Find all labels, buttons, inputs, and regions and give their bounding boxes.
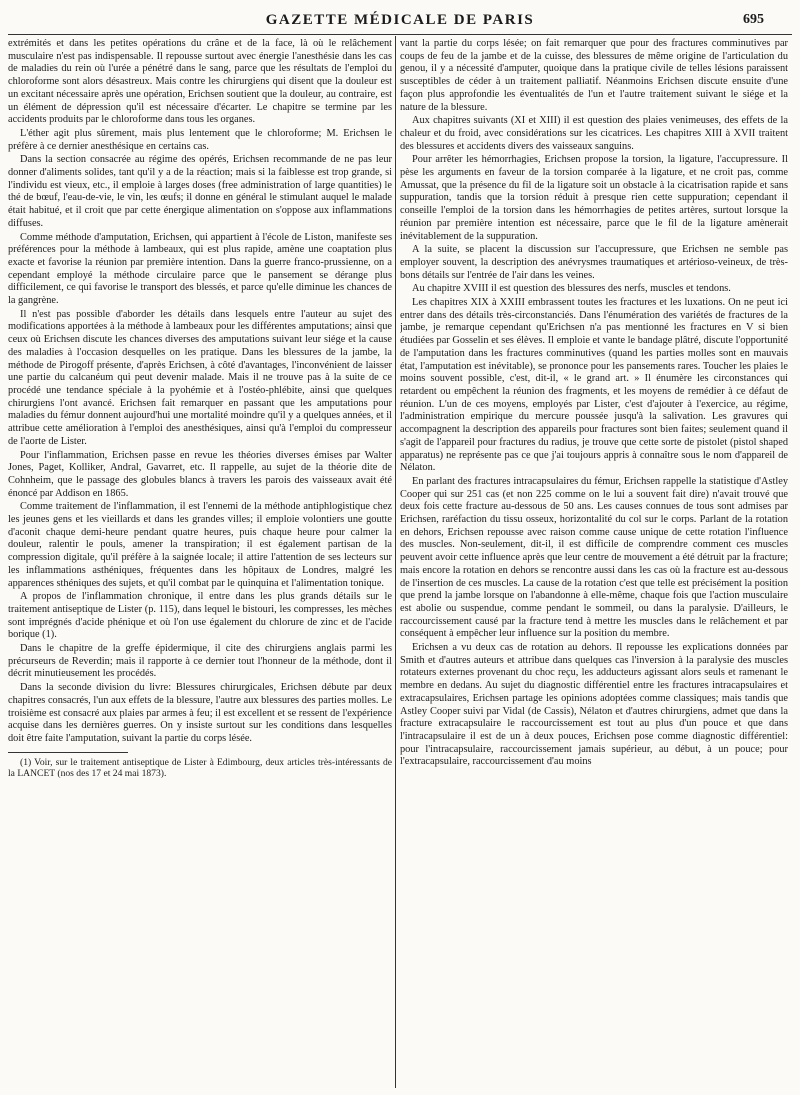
paragraph: extrémités et dans les petites opérations du crâne et de la face, là où le relâchement musculaire n'est pas indispensable. Il repousse surtout avec énergie l'anesthésie dans les cas de maladies du rein où l'urée a pénétré dans le sang, parce que les résultats de l'emploi du chloroforme sont alors désastreux. Mais contre les chirurgiens qui disent que la douleur est un excitant nécessaire après une opération, Erichsen soutient que la douleur, au contraire, est un élément de dépression qu'il est nécessaire d'écarter. Le chapitre se termine par les accidents produits par le chloroforme dans tous les organes. xyxy=(8,38,392,126)
paragraph: A propos de l'inflammation chronique, il entre dans les plus grands détails sur le traitement antiseptique de Lister (p. 115), dans lequel le bistouri, les compresses, les mèches sont imprégnés d'acide phénique et où l'on use également du chlorure de zinc et de l'acide borique (1). xyxy=(8,591,392,641)
paragraph: Les chapitres XIX à XXIII embrassent toutes les fractures et les luxations. On ne peut ici entrer dans des détails très-circonstanciés. Dans l'énumération des variétés de fractures de la jambe, je remarque cependant qu'Erichsen n'a pas mentionné les fractures en V si bien étudiées par Gosselin et ses élèves. Il emploie et vante le bandage plâtré, discute l'opportunité de l'amputation dans les fractures comminutives (quand les parties molles sont en mauvais état, l'amputation est inévitable), se prononce pour les pansements rares. Toucher les plaies le moins souvent possible, c'est, dit-il, « le grand art. » Il énumère les circonstances qui retardent ou empêchent la réunion des fragments, et les moyens de remédier à ce défaut de réunion. L'un de ces moyens, employés par Lister, c'est d'ajouter à l'exercice, au régime, l'administration empirique du mercure poussée jusqu'à la salivation. Les gravures qui accompagnent la description des appareils pour fractures sont bien faites; seulement quand il s'agit de l'appareil pour fractures du radius, je trouve que cette sorte de pistolet (pistol shaped apparatus) ne représente pas ce que j'ai toujours appris à connaître sous le nom d'appareil de Nélaton. xyxy=(400,297,788,474)
paragraph: Dans la section consacrée au régime des opérés, Erichsen recommande de ne pas leur donner d'aliments solides, tant qu'il y a de la réaction; mais si la faiblesse est trop grande, si l'individu est vieux, etc., il emploie à larges doses (free administration of large quantities) le thé de bœuf, l'eau-de-vie, le vin, les œufs; il donne en général le stimulant auquel le malade était habitué, et il croit que par cette énergique alimentation on s'oppose aux inflammations diffuses. xyxy=(8,154,392,229)
right-column xyxy=(400,38,788,1090)
page-header xyxy=(0,12,800,34)
paragraph: Dans le chapitre de la greffe épidermique, il cite des chirurgiens anglais parmi les précurseurs de Reverdin; mais il rapporte à ce dernier tout l'honneur de la méthode, dont il décrit minutieusement les procédés. xyxy=(8,643,392,680)
left-column xyxy=(8,38,392,1090)
footnote-rule xyxy=(8,752,128,753)
paragraph: Comme méthode d'amputation, Erichsen, qui appartient à l'école de Liston, manifeste ses préférences pour la méthode à lambeaux, qui est plus rapide, amène une coaptation plus exacte et favorise la réunion par première intention. Dans la guerre franco-prussienne, on a cependant employé la méthode circulaire parce que le pansement se dérange plus difficilement, ce qui favorise le transport des blessés, et parce qu'elle diminue les chances de la gangrène. xyxy=(8,231,392,307)
paragraph: En parlant des fractures intracapsulaires du fémur, Erichsen rappelle la statistique d'Astley Cooper qui sur 251 cas (et non 225 comme on le lui a souvent fait dire) n'avait trouvé que deux fois cette fracture au-dessous de 50 ans. Les causes connues de tous sont admises par Erichsen, raréfaction du tissu osseux, horizontalité du col sur le corps. Parlant de la rotation en dehors, Erichsen repousse avec raison comme cause unique de cette rotation l'influence des muscles. Non-seulement, dit-il, il est difficile de comprendre comment ces muscles peuvent avoir cette influence après que leur centre de mouvement a été détruit par la fracture; mais encore la rotation en dehors se rencontre aussi dans les cas où la fracture est au-dessous de l'insertion de ces muscles. La cause de la rotation c'est que telle est précisément la position que prend la jambe lorsque on l'abandonne à elle-même, chaque fois que l'action musculaire est abolie ou suspendue, comme pendant le sommeil, ou dans la paralysie. D'ailleurs, le raccourcissement causé par la fracture tend à mettre les muscles dans le relâchement et par conséquent à empêcher leur influence sur la position du membre. xyxy=(400,475,788,640)
header-rule xyxy=(8,34,792,35)
paragraph: Comme traitement de l'inflammation, il est l'ennemi de la méthode antiphlogistique chez les jeunes gens et les vieillards et dans les grandes villes; il emploie volontiers une goutte d'aconit chaque demi-heure pendant quatre heures, puis chaque heure pour calmer la douleur, ralentir le pouls, amener la transpiration; il est également partisan de la compression digitale, qu'il préfère à la saignée locale; il attire l'attention de ses lecteurs sur les inflammations asthéniques, fréquentes dans les hôpitaux de Londres, malgré les apparences sthéniques des sujets, et qu'il combat par le quinquina et l'alimentation tonique. xyxy=(8,501,392,589)
paragraph: Dans la seconde division du livre: Blessures chirurgicales, Erichsen débute par deux chapitres consacrés, l'un aux effets de la blessure, l'autre aux blessures des parties molles. Le troisième est consacré aux plaies par armes à feu; il est excellent et se ressent de l'expérience acquise dans les dernières guerres. On y insiste surtout sur les conditions dans lesquelles doit être faite l'amputation, suivant la partie du corps lésée. xyxy=(8,682,392,744)
page-number: 695 xyxy=(743,12,764,27)
paragraph: Pour l'inflammation, Erichsen passe en revue les théories diverses émises par Walter Jones, Paget, Kolliker, Andral, Gavarret, etc. Il rappelle, au sujet de la théorie dite de Cohnheim, que le passage des globules blancs à travers les parois des vaisseaux avait été énoncé par Addison en 1865. xyxy=(8,449,392,499)
journal-title: GAZETTE MÉDICALE DE PARIS xyxy=(265,12,535,28)
paragraph: vant la partie du corps lésée; on fait remarquer que pour des fractures comminutives par coups de feu de la jambe et de la cuisse, des blessures de même origine de l'articulation du genou, il y a nécessité d'amputer, quoique dans la pratique civile de telles lésions paraissent susceptibles de céder à un traitement palliatif. Néanmoins Erichsen discute ensuite d'une façon plus approfondie les éventualités de l'un et l'autre traitement suivant le siége et la nature de la blessure. xyxy=(400,38,788,113)
paragraph: Aux chapitres suivants (XI et XIII) il est question des plaies venimeuses, des effets de la chaleur et du froid, avec considérations sur les cicatrices. Les chapitres XIII à XVII traitent des blessures et accidents divers des vaisseaux sanguins. xyxy=(400,115,788,152)
paragraph: Erichsen a vu deux cas de rotation au dehors. Il repousse les explications données par Smith et d'autres auteurs et attribue dans quelques cas l'inversion à la paralysie des muscles rotateurs externes provenant du choc reçu, les adducteurs agissant alors seuls et ramenant le membre en dedans. Au sujet du diagnostic différentiel entre les fractures intracapsulaires et extracapsulaires, Erichsen partage les opinions adoptées comme classiques; mais tandis que Astley Cooper suivi par Vidal (de Cassis), Nélaton et d'autres chirurgiens, admet que dans la fracture extracapsulaire le raccourcissement est tout au plus d'un pouce et que dans l'intracapsulaire il est de un à deux pouces, Erichsen pose comme diagnostic différentiel: pour l'intracapsulaire, raccourcissement jamais supérieur, au début, à un pouce; pour l'extracapsulaire, raccourcissement d'au moins xyxy=(400,642,788,768)
paragraph: Pour arrêter les hémorrhagies, Erichsen propose la torsion, la ligature, l'accupressure. Il pèse les arguments en faveur de la torsion comparée à la ligature, et ne croit pas, comme Amussat, que la présence du fil de la ligature soit un obstacle à la cicatrisation rapide et sans suppuration, tandis que la torsion réduit à presque rien cette suppuration; cependant il conseille l'emploi de la torsion dans les hémorrhagies de petites artères, surtout lorsque la réunion par première intention est nécessaire, parce que le fil de la ligature amènerait inévitablement de la suppuration. xyxy=(400,154,788,242)
footnote: (1) Voir, sur le traitement antiseptique de Lister à Edimbourg, deux articles très-intéressants de la LANCET (nos des 17 et 24 mai 1873). xyxy=(8,756,392,780)
column-divider xyxy=(395,36,396,1088)
paragraph: Il n'est pas possible d'aborder les détails dans lesquels entre l'auteur au sujet des modifications apportées à la méthode à lambeaux pour les différentes amputations; ainsi que ceux où Erichsen discute les chances diverses des amputations suivant leur siége et la cause des maladies à l'occasion desquelles on les pratique. Dans les blessures de la jambe, la méthode de Pirogoff présente, d'après Erichsen, à côté d'avantages, l'inconvénient de laisser une partie du calcanéum qui peut devenir malade. Mais il ne trouve pas à la suite de ce procédé une tendance spéciale à la pyohémie et à l'ostéo-phlébite, ainsi que quelques chirurgiens l'ont avancé. Erichsen fait remarquer en passant que les amputations pour maladies du fémur donnent aujourd'hui une mortalité moindre qu'il y a quelques années, et il attribue cette amélioration à l'emploi des anesthésiques, ainsi qu'à l'emploi du compresseur de l'aorte de Lister. xyxy=(8,308,392,447)
paragraph: A la suite, se placent la discussion sur l'accupressure, que Erichsen ne semble pas employer souvent, la description des anévrysmes traumatiques et artérioso-veineux, de très-bons détails sur l'entrée de l'air dans les veines. xyxy=(400,244,788,281)
paragraph: Au chapitre XVIII il est question des blessures des nerfs, muscles et tendons. xyxy=(412,283,731,295)
paragraph: L'éther agit plus sûrement, mais plus lentement que le chloroforme; M. Erichsen le préfère à ce dernier anesthésique en certains cas. xyxy=(8,127,392,152)
